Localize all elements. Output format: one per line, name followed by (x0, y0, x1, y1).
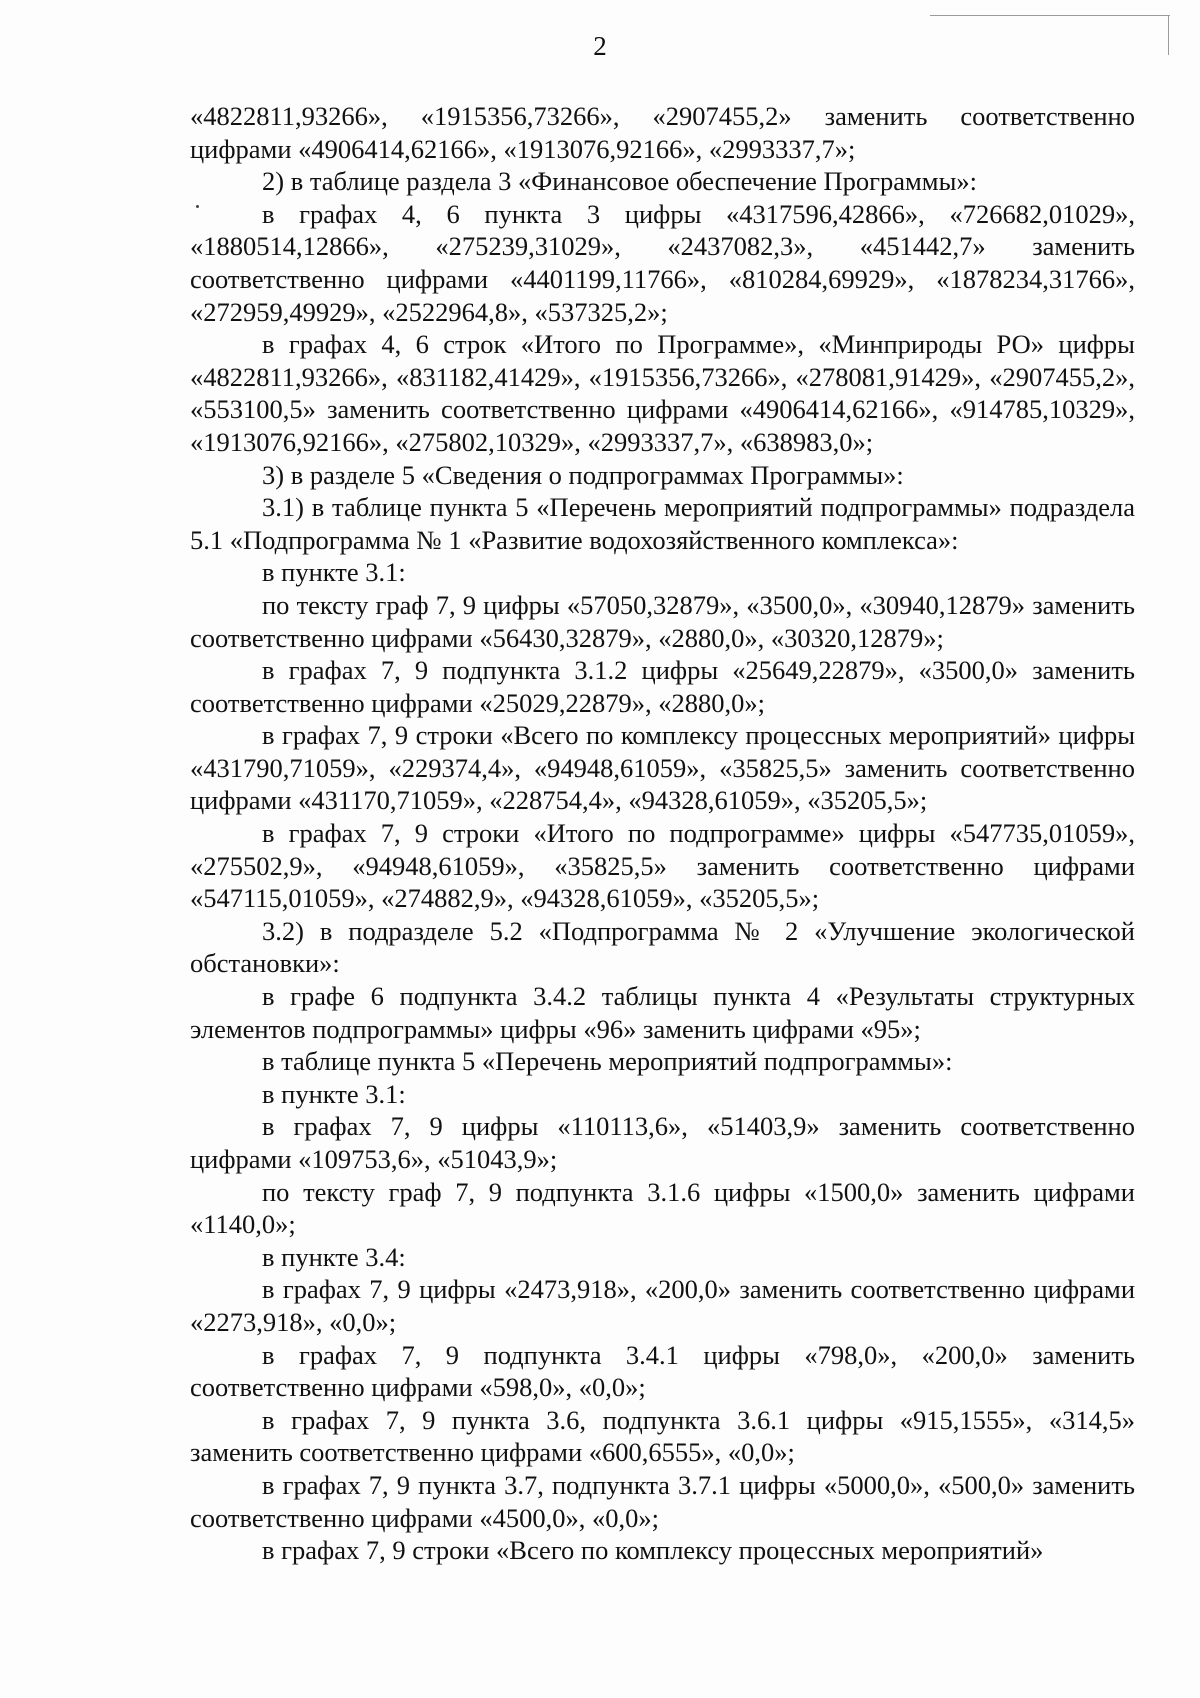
paragraph: в пункте 3.4: (262, 1241, 406, 1272)
paragraph: в графах 7, 9 пункта 3.7, подпункта 3.7.1 цифры «5000,0», «500,0» заменить соответственно цифрами «4500,0», «0,0»; (190, 1469, 1135, 1533)
document-body (190, 100, 1135, 1567)
paragraph: в графах 7, 9 цифры «110113,6», «51403,9» заменить соответственно цифрами «109753,6», «51043,9»; (190, 1111, 1135, 1174)
paragraph: в графах 7, 9 подпункта 3.4.1 цифры «798,0», «200,0» заменить соответственно цифрами «598,0», «0,0»; (190, 1339, 1135, 1403)
paragraph: в графах 7, 9 строки «Всего по комплексу процессных мероприятий» (262, 1535, 1044, 1566)
paragraph: в пункте 3.1: (262, 1078, 406, 1109)
paragraph: 3.2) в подразделе 5.2 «Подпрограмма № 2 «Улучшение экологической обстановки»: (190, 915, 1135, 979)
scan-artifact-line (930, 15, 1170, 16)
paragraph: «4822811,93266», «1915356,73266», «2907455,2» заменить соответственно цифрами «4906414,62166», «1913076,92166», «2993337,7»; (190, 101, 1135, 164)
paragraph: 2) в таблице раздела 3 «Финансовое обеспечение Программы»: (262, 166, 977, 197)
paragraph: в графе 6 подпункта 3.4.2 таблицы пункта 4 «Результаты структурных элементов подпрограммы» цифры «96» заменить цифрами «95»; (190, 981, 1135, 1044)
paragraph: по тексту граф 7, 9 подпункта 3.1.6 цифры «1500,0» заменить цифрами «1140,0»; (190, 1176, 1135, 1240)
paragraph: в графах 7, 9 подпункта 3.1.2 цифры «25649,22879», «3500,0» заменить соответственно цифрами «25029,22879», «2880,0»; (190, 655, 1135, 718)
paragraph: в графах 7, 9 цифры «2473,918», «200,0» заменить соответственно цифрами «2273,918», «0,0»; (190, 1274, 1135, 1337)
paragraph: в графах 7, 9 строки «Итого по подпрограмме» цифры «547735,01059», «275502,9», «94948,61059», «35825,5» заменить соответственно цифрами «547115,01059», «274882,9», «94328,61059», «35205,5»; (190, 818, 1135, 914)
page-number: 2 (593, 31, 607, 61)
paragraph: в таблице пункта 5 «Перечень мероприятий подпрограммы»: (262, 1046, 953, 1077)
paragraph: в графах 4, 6 пункта 3 цифры «4317596,42866», «726682,01029», «1880514,12866», «275239,31029», «2437082,3», «451442,7» заменить соответственно цифрами «4401199,11766», «810284,69929», «1878234,31766», «272959,49929», «2522964,8», «537325,2»; (190, 198, 1135, 327)
paragraph: в пункте 3.1: (262, 557, 406, 588)
paragraph: по тексту граф 7, 9 цифры «57050,32879», «3500,0», «30940,12879» заменить соответственно цифрами «56430,32879», «2880,0», «30320,12879»; (190, 589, 1135, 653)
paragraph: 3) в разделе 5 «Сведения о подпрограммах Программы»: (262, 459, 904, 490)
paragraph: 3.1) в таблице пункта 5 «Перечень мероприятий подпрограммы» подраздела 5.1 «Подпрограмма № 1 «Развитие водохозяйственного комплекса»: (190, 492, 1135, 555)
paragraph: в графах 7, 9 пункта 3.6, подпункта 3.6.1 цифры «915,1555», «314,5» заменить соответственно цифрами «600,6555», «0,0»; (190, 1404, 1135, 1468)
paragraph: в графах 4, 6 строк «Итого по Программе», «Минприроды РО» цифры «4822811,93266», «831182,41429», «1915356,73266», «278081,91429», «2907455,2», «553100,5» заменить соответственно цифрами «4906414,62166», «914785,10329», «1913076,92166», «275802,10329», «2993337,7», «638983,0»; (190, 329, 1135, 457)
paragraph: в графах 7, 9 строки «Всего по комплексу процессных мероприятий» цифры «431790,71059», «229374,4», «94948,61059», «35825,5» заменить соответственно цифрами «431170,71059», «228754,4», «94328,61059», «35205,5»; (190, 720, 1135, 816)
